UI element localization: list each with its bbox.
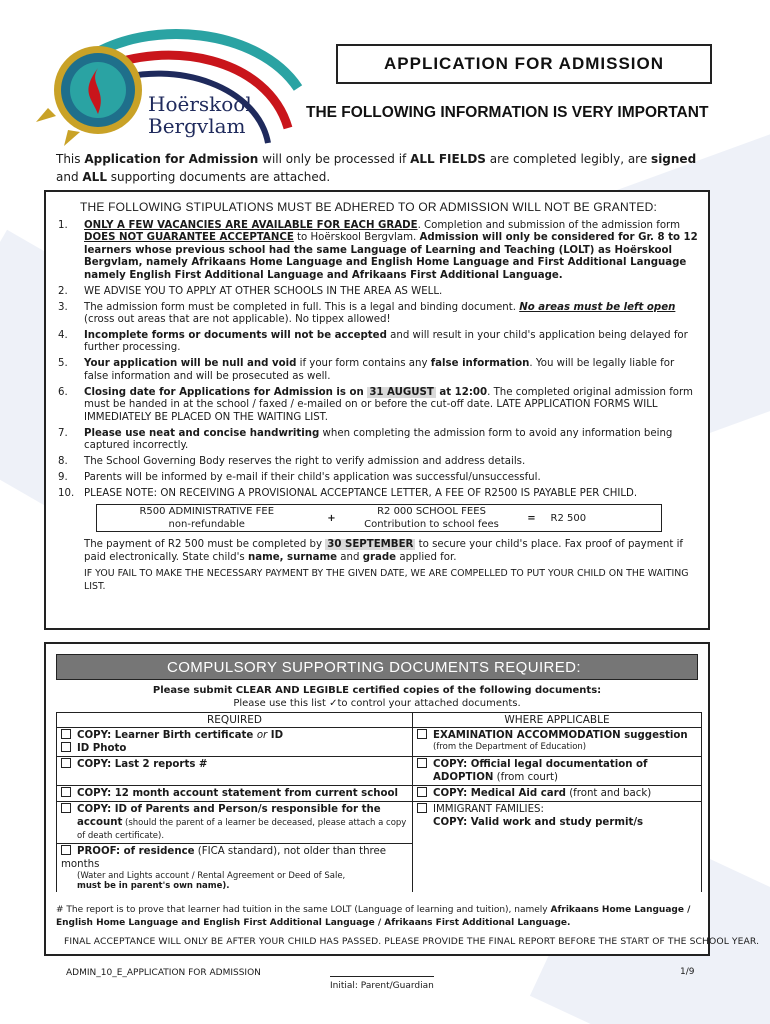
report-footnote: [56, 904, 706, 930]
app-legal-cell: [413, 757, 702, 786]
req-residence: [61, 845, 408, 871]
req-label: PROOF: of residence: [77, 846, 195, 857]
checkbox[interactable]: [61, 845, 71, 855]
item-number: 10.: [58, 488, 75, 500]
payment-warning: IF YOU FAIL TO MAKE THE NECESSARY PAYMENT BY THE GIVEN DATE, WE ARE COMPELLED TO PUT YOUR CHILD ON THE WAITING LIST.: [84, 568, 689, 593]
plus-sign: +: [327, 512, 336, 524]
item-text: Parents will be informed by e-mail if their child's application was successful/unsuccessful.: [84, 472, 541, 484]
checkbox[interactable]: [61, 742, 71, 752]
req-parent-id-cell: [57, 802, 413, 844]
req-birth-cert-cell: [57, 728, 413, 757]
equals-sign: =: [527, 512, 536, 524]
app-label: COPY: Medical Aid card: [433, 788, 566, 799]
stipulation-item-10: [58, 488, 698, 500]
item-number: 2.: [58, 285, 68, 297]
app-legal-2: [417, 771, 697, 784]
total-fee: R2 500: [550, 512, 587, 524]
checkbox[interactable]: [417, 758, 427, 768]
intro-bold: Application for Admission: [84, 152, 259, 166]
app-legal: [417, 758, 697, 771]
item-text: ONLY A FEW VACANCIES ARE AVAILABLE FOR EACH GRADE: [84, 220, 418, 231]
stipulations-list: [58, 220, 698, 500]
app-label: COPY: Valid work and study permit/s: [433, 817, 644, 828]
req-residence-cell: [57, 844, 413, 893]
stipulation-item-9: [58, 472, 698, 484]
app-exam-note: (from the Department of Education): [433, 742, 587, 752]
page-number: 1/9: [680, 967, 695, 977]
req-parent-id: [61, 803, 408, 816]
item-number: 9.: [58, 472, 68, 484]
documents-table: [56, 712, 702, 892]
req-parent-id-2: [61, 816, 408, 842]
admin-fee-note: non-refundable: [168, 519, 245, 531]
school-fee-note: Contribution to school fees: [364, 519, 499, 531]
document-code: ADMIN_10_E_APPLICATION FOR ADMISSION: [66, 968, 261, 978]
payment-text: to secure your child's place. Fax proof of payment if paid electronically. State child's: [84, 539, 683, 564]
item-text: 31 AUGUST: [369, 386, 434, 398]
documents-instruction: Please submit CLEAR AND LEGIBLE certified copies of the following documents:: [152, 685, 602, 696]
payment-info: [84, 538, 698, 593]
column-required: REQUIRED: [57, 713, 413, 728]
app-exam-cell: [413, 728, 702, 757]
req-residence-note-2: must be in parent's own name).: [77, 881, 230, 891]
checkbox[interactable]: [61, 729, 71, 739]
req-residence-note: (Water and Lights account / Rental Agreement or Deed of Sale,: [77, 871, 346, 881]
item-text: . Completion and submission of the admission form: [417, 220, 680, 231]
req-label: COPY: Learner Birth certificate: [77, 730, 257, 741]
checkbox[interactable]: [61, 787, 71, 797]
checkbox[interactable]: [61, 803, 71, 813]
app-immigrant: [417, 803, 697, 816]
app-label: COPY: Official legal documentation of: [433, 759, 648, 770]
req-note: (should the parent of a learner be deceased, please attach a copy of death certificate).: [77, 818, 407, 841]
item-text: LATE APPLICATION FORMS WILL IMMEDIATELY BE PLACED ON THE WAITING LIST.: [84, 399, 658, 423]
item-text: false information: [430, 358, 530, 370]
item-number: 6.: [58, 386, 68, 398]
req-reports-cell: [57, 757, 413, 786]
req-label: COPY: ID of Parents and Person/s responsible for the: [77, 804, 381, 815]
app-immigrant-cell: [413, 802, 702, 893]
intro-text: will only be processed if: [258, 152, 411, 166]
item-text: if your form contains any: [296, 358, 431, 370]
item-number: 3.: [58, 301, 68, 313]
payment-text: applied for.: [396, 552, 457, 564]
school-fee: R2 000 SCHOOL FEES: [377, 506, 486, 518]
school-name-line-1: Hoërskool: [148, 92, 252, 116]
checkbox[interactable]: [61, 758, 71, 768]
checkbox[interactable]: [417, 787, 427, 797]
app-label: ADOPTION: [433, 772, 494, 783]
page-subtitle: THE FOLLOWING INFORMATION IS VERY IMPORTANT: [306, 104, 709, 121]
item-text: at 12:00: [435, 386, 488, 398]
app-label: IMMIGRANT FAMILIES:: [433, 804, 544, 815]
app-medical-cell: [413, 786, 702, 802]
item-text: . The completed original admission form must be handed in at the school / faxed / e-mailed on or before the cut-off date.: [84, 386, 693, 411]
stipulation-item-5: [58, 358, 698, 383]
req-label: ID Photo: [77, 743, 127, 754]
item-number: 8.: [58, 456, 68, 468]
payment-text: grade: [362, 552, 397, 564]
admin-fee: R500 ADMINISTRATIVE FEE: [139, 506, 275, 518]
app-exam: [417, 729, 697, 742]
intro-bold: ALL FIELDS: [410, 152, 486, 166]
item-text: and will result in your child's application being delayed for further processing.: [84, 330, 688, 354]
item-text: (cross out areas that are not applicable). No tippex allowed!: [84, 314, 391, 326]
app-label: EXAMINATION ACCOMMODATION suggestion: [433, 730, 688, 741]
req-label: account: [77, 817, 123, 828]
documents-checklist-note: Please use this list ✓to control your attached documents.: [233, 698, 521, 709]
footnote-text: Afrikaans Home Language / English Home Language and English First Additional Language / Afrikaans First Additional Language.: [56, 905, 691, 928]
checkbox[interactable]: [417, 729, 427, 739]
documents-heading: COMPULSORY SUPPORTING DOCUMENTS REQUIRED:: [56, 654, 698, 680]
item-text: Closing date for Applications for Admission is on: [84, 386, 368, 398]
stipulation-item-4: [58, 330, 698, 355]
item-text: PLEASE NOTE: ON RECEIVING A PROVISIONAL ACCEPTANCE LETTER, A FEE OF R2500 IS PAYABLE PER CHILD.: [84, 488, 638, 500]
item-text: The School Governing Body reserves the right to verify admission and address details.: [84, 456, 526, 468]
stipulation-item-6: [58, 387, 698, 424]
item-text: Your application will be null and void: [84, 358, 297, 370]
stipulation-item-1: [58, 220, 698, 282]
req-id-photo: [61, 742, 408, 755]
item-number: 1.: [58, 220, 68, 231]
item-text: DOES NOT GUARANTEE ACCEPTANCE: [84, 232, 294, 244]
item-text: No areas must be left open: [519, 301, 676, 313]
stipulation-item-7: [58, 428, 698, 453]
stipulations-box: [44, 190, 710, 630]
payment-text: name, surname: [247, 552, 338, 564]
page-title: APPLICATION FOR ADMISSION: [336, 44, 712, 84]
intro-text: and: [56, 170, 83, 184]
intro-text: are completed legibly, are: [485, 152, 652, 166]
payment-deadline: 30 SEPTEMBER: [327, 539, 414, 551]
req-birth-cert: [61, 729, 408, 742]
initial-label: Initial: Parent/Guardian: [330, 981, 434, 991]
initial-signature-line[interactable]: [330, 976, 434, 977]
app-label: (from court): [493, 772, 559, 783]
payment-text: The payment of R2 500 must be completed by: [84, 539, 326, 551]
req-label: COPY: Last 2 reports #: [77, 759, 208, 770]
app-immigrant-2: [417, 816, 697, 829]
intro-paragraph: [56, 150, 706, 186]
school-name-line-2: Bergvlam: [148, 114, 246, 138]
stipulation-item-3: [58, 302, 698, 327]
stipulation-item-2: [58, 286, 698, 298]
req-account-cell: [57, 786, 413, 802]
item-number: 5.: [58, 358, 68, 370]
item-text: when completing the admission form to avoid any information being captured incorrectly.: [84, 427, 673, 452]
app-label: (front and back): [565, 788, 652, 799]
item-text: Admission will only be considered for Gr. 8 to 12 learners whose previous school had the same Language of Learning and Teaching (LOLT) as Hoërskool Bergvlam, namely Afrikaans Home Language and English Home Language and First Additional Language namely English First Additional Language and Afrikaans First Additional Language.: [84, 232, 698, 281]
intro-text: supporting documents are attached.: [106, 170, 331, 184]
req-label: ID: [267, 730, 284, 741]
intro-bold: signed: [651, 152, 697, 166]
item-text: WE ADVISE YOU TO APPLY AT OTHER SCHOOLS IN THE AREA AS WELL.: [84, 285, 443, 297]
fee-table: [96, 504, 662, 532]
req-label: (FICA standard), not older than three months: [61, 846, 387, 870]
item-text: The admission form must be completed in full. This is a legal and binding document.: [84, 301, 520, 313]
final-acceptance-note: FINAL ACCEPTANCE WILL ONLY BE AFTER YOUR CHILD HAS PASSED. PLEASE PROVIDE THE FINAL REPORT BEFORE THE START OF THE SCHOOL YEAR.: [64, 936, 760, 947]
item-number: 7.: [58, 427, 68, 439]
stipulations-heading: THE FOLLOWING STIPULATIONS MUST BE ADHERED TO OR ADMISSION WILL NOT BE GRANTED:: [80, 200, 658, 214]
stipulation-item-8: [58, 456, 698, 468]
item-text: Incomplete forms or documents will not be accepted: [84, 330, 387, 342]
payment-text: and: [337, 552, 363, 564]
payment-paragraph: [84, 538, 698, 564]
intro-text: This: [56, 152, 85, 166]
school-logo: [28, 18, 308, 158]
item-text: . You will be legally liable for false information and will be prosecuted as well.: [84, 358, 675, 382]
intro-bold: ALL: [82, 170, 107, 184]
column-where-applicable: WHERE APPLICABLE: [413, 713, 702, 728]
checkbox[interactable]: [417, 803, 427, 813]
item-text: to Hoërskool Bergvlam.: [293, 232, 420, 244]
item-number: 4.: [58, 330, 68, 342]
req-label: COPY: 12 month account statement from current school: [77, 788, 399, 799]
item-text: Please use neat and concise handwriting: [84, 427, 320, 439]
footnote-text: # The report is to prove that learner had tuition in the same LOLT (Language of learning and tuition), namely: [56, 905, 551, 915]
req-label: or: [256, 730, 268, 741]
